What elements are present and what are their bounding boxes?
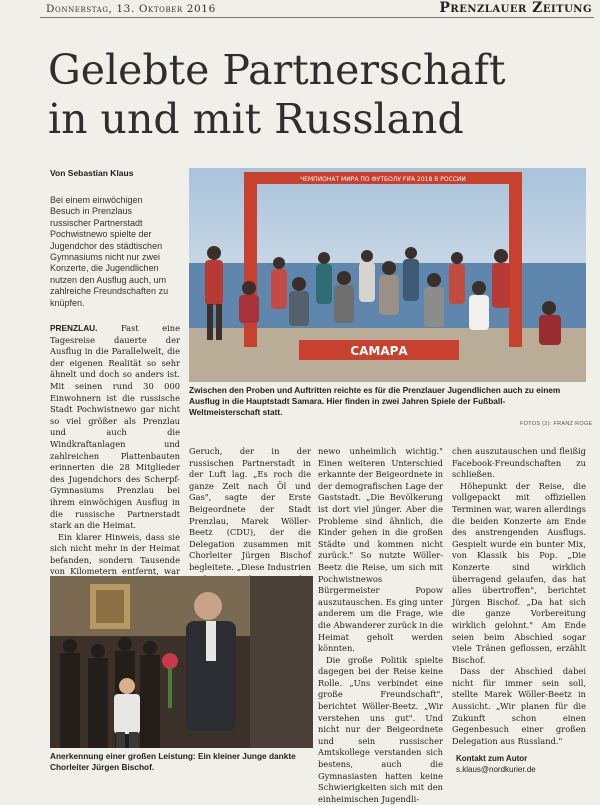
photo-credit: FOTOS (2): FRANZ ROGE [520,421,593,427]
byline: Von Sebastian Klaus [50,168,134,178]
article-paragraph-2: Ein klarer Hinweis, dass sie sich nicht mehr in der Heimat befanden, sondern Tausende von Kilometern entfernt, war [50,531,180,577]
photo-sign-text: САМАРА [350,344,408,358]
contact-label: Kontakt zum Autor [456,754,528,763]
article-paragraph-7: Höhepunkt der Reise, die vollgepackt mit offiziellen Terminen war, waren allerdings die beiden Konzerte am Ende des anstrengenden Ausflugs. Gespielt wurde ein bunter Mix, von Klassik bis Pop. „Die Konzerte sind wirklich überragend gelaufen, das hat alles übertroffen", berichtet Jürgen Bischof. „Da hat sich die ganze Vorbereitung wirklich gelohnt." Am Ende seien beim Abschied sogar viele Tränen geflossen, erzählt Bischof. [452,480,586,665]
headline [48,46,588,144]
masthead-rule [40,17,594,18]
article-column-4 [452,446,586,747]
photo-banner-text: ЧЕМПИОНАТ МИРА ПО ФУТБОЛУ FIFA 2018 В РОССИИ [300,176,466,183]
photo-concert-image [50,576,313,748]
article-column-2 [189,446,311,597]
article-paragraph-5: Die große Politik spielte dagegen bei der Reise keine Rolle. „Uns verbindet eine große Freundschaft", berichtet Wöller-Beetz. „Wir verstehen uns gut". Und nicht nur der Beigeordnete und sein russischer Amtskollege verstanden sich bestens, auch die Gymnasiasten hatten keine Schwierigkeiten sich mit den einheimischen Jugendli- [318,654,443,804]
photo-top-caption: Zwischen den Proben und Auftritten reichte es für die Prenzlauer Jugendlichen auch zu einem Ausflug in die Hauptstadt Samara. Hier finden in zwei Jahren Spiele der Fußball-Weltmeisterschaft statt. [189,385,561,417]
article-paragraph-4: newo unheimlich wichtig." Einen weiteren Unterschied erkannte der Beigeordnete in der demografischen Lage der Gaststadt. „Die Bevölkerung ist dort viel jünger. Aber die Probleme sind ähnlich, die Kinder gehen in die großen Städte und kommen nicht zurück." So nutzte Wöller-Beetz die Reise, um sich mit Pochwistnewos Bürgermeister Popow auszutauschen. Es ging unter anderem um die Frage, wie die Abwanderer zurück in die Heimat geholt werden könnten. [318,446,443,654]
photo-bottom-caption: Anerkennung einer großen Leistung: Ein kleiner Junge dankte Chorleiter Jürgen Bischof. [50,751,296,772]
headline-line-1: Gelebte Partnerschaft [48,46,506,94]
headline-line-2: in und mit Russland [48,95,464,143]
teaser: Bei einem einwöchigen Besuch in Prenzlaus russischer Partnerstadt Pochwistnewo spielte der Jugendchor des städtischen Gymnasiums nicht nur zwei Konzerte, die Jugendlichen nutzen den Ausflug auch, um zahlreiche Freundschaften zu knüpfen. [50,195,169,308]
article-paragraph-3: Geruch, der in der russischen Partnerstadt in der Luft lag. „Es roch die ganze Zeit nach Öl und Gas", sagte der Erste Beigeordnete der Stadt Prenzlau, Marek Wöller-Beetz (CDU), der die Delegation zusammen mit Chorleiter Jürgen Bischof begleitete. „Diese Industrien [189,446,311,572]
dateline: PRENZLAU. [50,323,98,333]
photo-group-samara [189,168,586,382]
contact-email[interactable]: s.klaus@nordkurier.de [456,765,536,774]
photo-group-samara-image [189,168,586,382]
article-paragraph-6: chen auszutauschen und fleißig Facebook-Freundschaften zu schließen. [452,446,586,480]
article-column-1 [50,323,180,590]
article-paragraph-1: PRENZLAU. Fast eine Tagesreise dauerte der Ausflug in die Parallelwelt, die der eigenen Realität so sehr ähnelt und doch so anders ist. Mit seinen rund 30 000 Einwohnern ist die russische Stadt Pochwistnewo gar nicht so viel größer als Prenzlau und auch die Windkraftanlagen und zahlreichen Plattenbauten erinnerten die 28 Mitglieder des Jugendchors des Scherpf-Gymnasiums Prenzlau bei ihrem einwöchigen Ausflug in die russische Partnerstadt stark an die Heimat. [50,323,180,531]
article-column-3 [318,446,443,805]
article-paragraph-8: Dass der Abschied dabei nicht für immer sein soll, stellte Marek Wöller-Beetz in Aussicht. „Wir planen für die Zukunft schon einen Gegenbesuch einer großen Delegation aus Russland." [452,666,586,746]
photo-concert [50,576,313,748]
newspaper-name: Prenzlauer Zeitung [439,0,592,16]
issue-date: Donnerstag, 13. Oktober 2016 [46,3,216,15]
